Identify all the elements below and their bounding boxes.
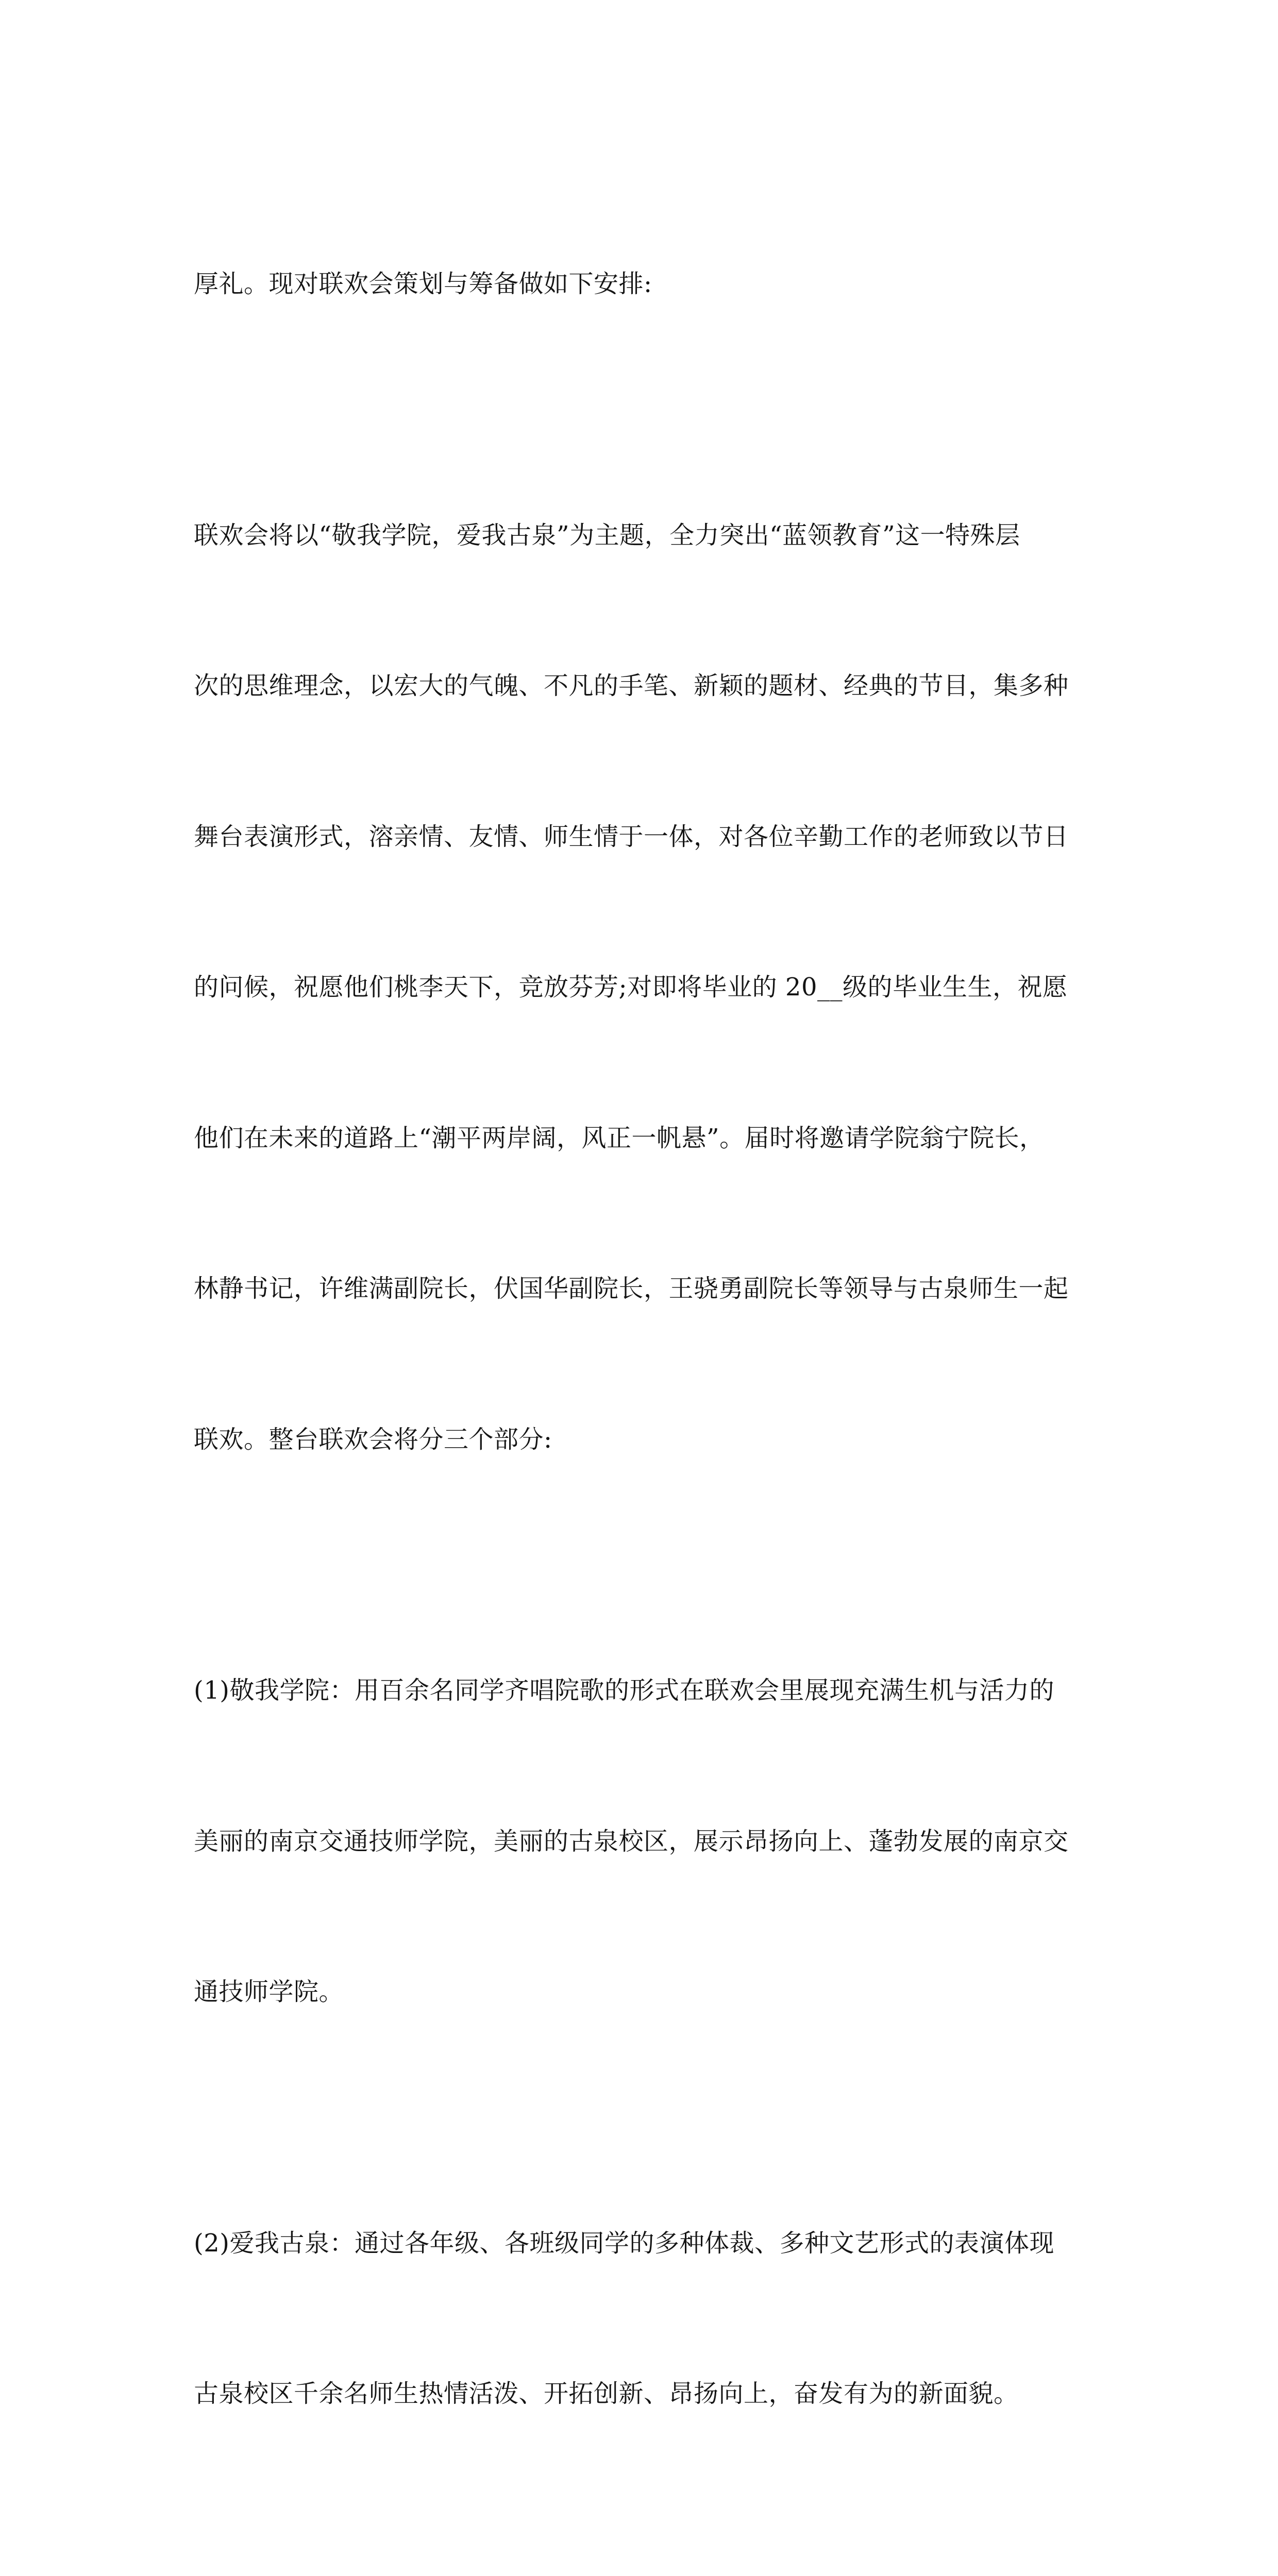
text-line: 联欢会将以“敬我学院，爱我古泉”为主题，全力突出“蓝领教育”这一特殊层 bbox=[194, 511, 1111, 561]
paragraph-intro-closing bbox=[194, 159, 1111, 410]
paragraph-part-3 bbox=[194, 2520, 1111, 2576]
text-line: (1)敬我学院：用百余名同学齐唱院歌的形式在联欢会里展现充满生机与活力的 bbox=[194, 1666, 1111, 1716]
text-line: 的问候，祝愿他们桃李天下，竞放芬芳;对即将毕业的 20__级的毕业生生，祝愿 bbox=[194, 962, 1111, 1013]
text-line: 林静书记，许维满副院长，伏国华副院长，王骁勇副院长等领导与古泉师生一起 bbox=[194, 1264, 1111, 1314]
text-line: 古泉校区千余名师生热情活泼、开拓创新、昂扬向上，奋发有为的新面貌。 bbox=[194, 2369, 1111, 2419]
paragraph-part-1 bbox=[194, 1565, 1111, 2118]
document-body bbox=[194, 159, 1111, 2576]
paragraph-theme bbox=[194, 410, 1111, 1566]
text-line: 次的思维理念，以宏大的气魄、不凡的手笔、新颖的题材、经典的节目，集多种 bbox=[194, 661, 1111, 711]
text-line: (2)爱我古泉：通过各年级、各班级同学的多种体裁、多种文艺形式的表演体现 bbox=[194, 2218, 1111, 2269]
text-line: 舞台表演形式，溶亲情、友情、师生情于一体，对各位辛勤工作的老师致以节日 bbox=[194, 812, 1111, 862]
text-line: 美丽的南京交通技师学院，美丽的古泉校区，展示昂扬向上、蓬勃发展的南京交 bbox=[194, 1817, 1111, 1867]
text-line: 他们在未来的道路上“潮平两岸阔，风正一帆悬”。届时将邀请学院翁宁院长， bbox=[194, 1113, 1111, 1164]
text-line: 厚礼。现对联欢会策划与筹备做如下安排: bbox=[194, 259, 1111, 310]
paragraph-part-2 bbox=[194, 2118, 1111, 2520]
text-line: 通技师学院。 bbox=[194, 1967, 1111, 2018]
text-line: 联欢。整台联欢会将分三个部分: bbox=[194, 1415, 1111, 1465]
